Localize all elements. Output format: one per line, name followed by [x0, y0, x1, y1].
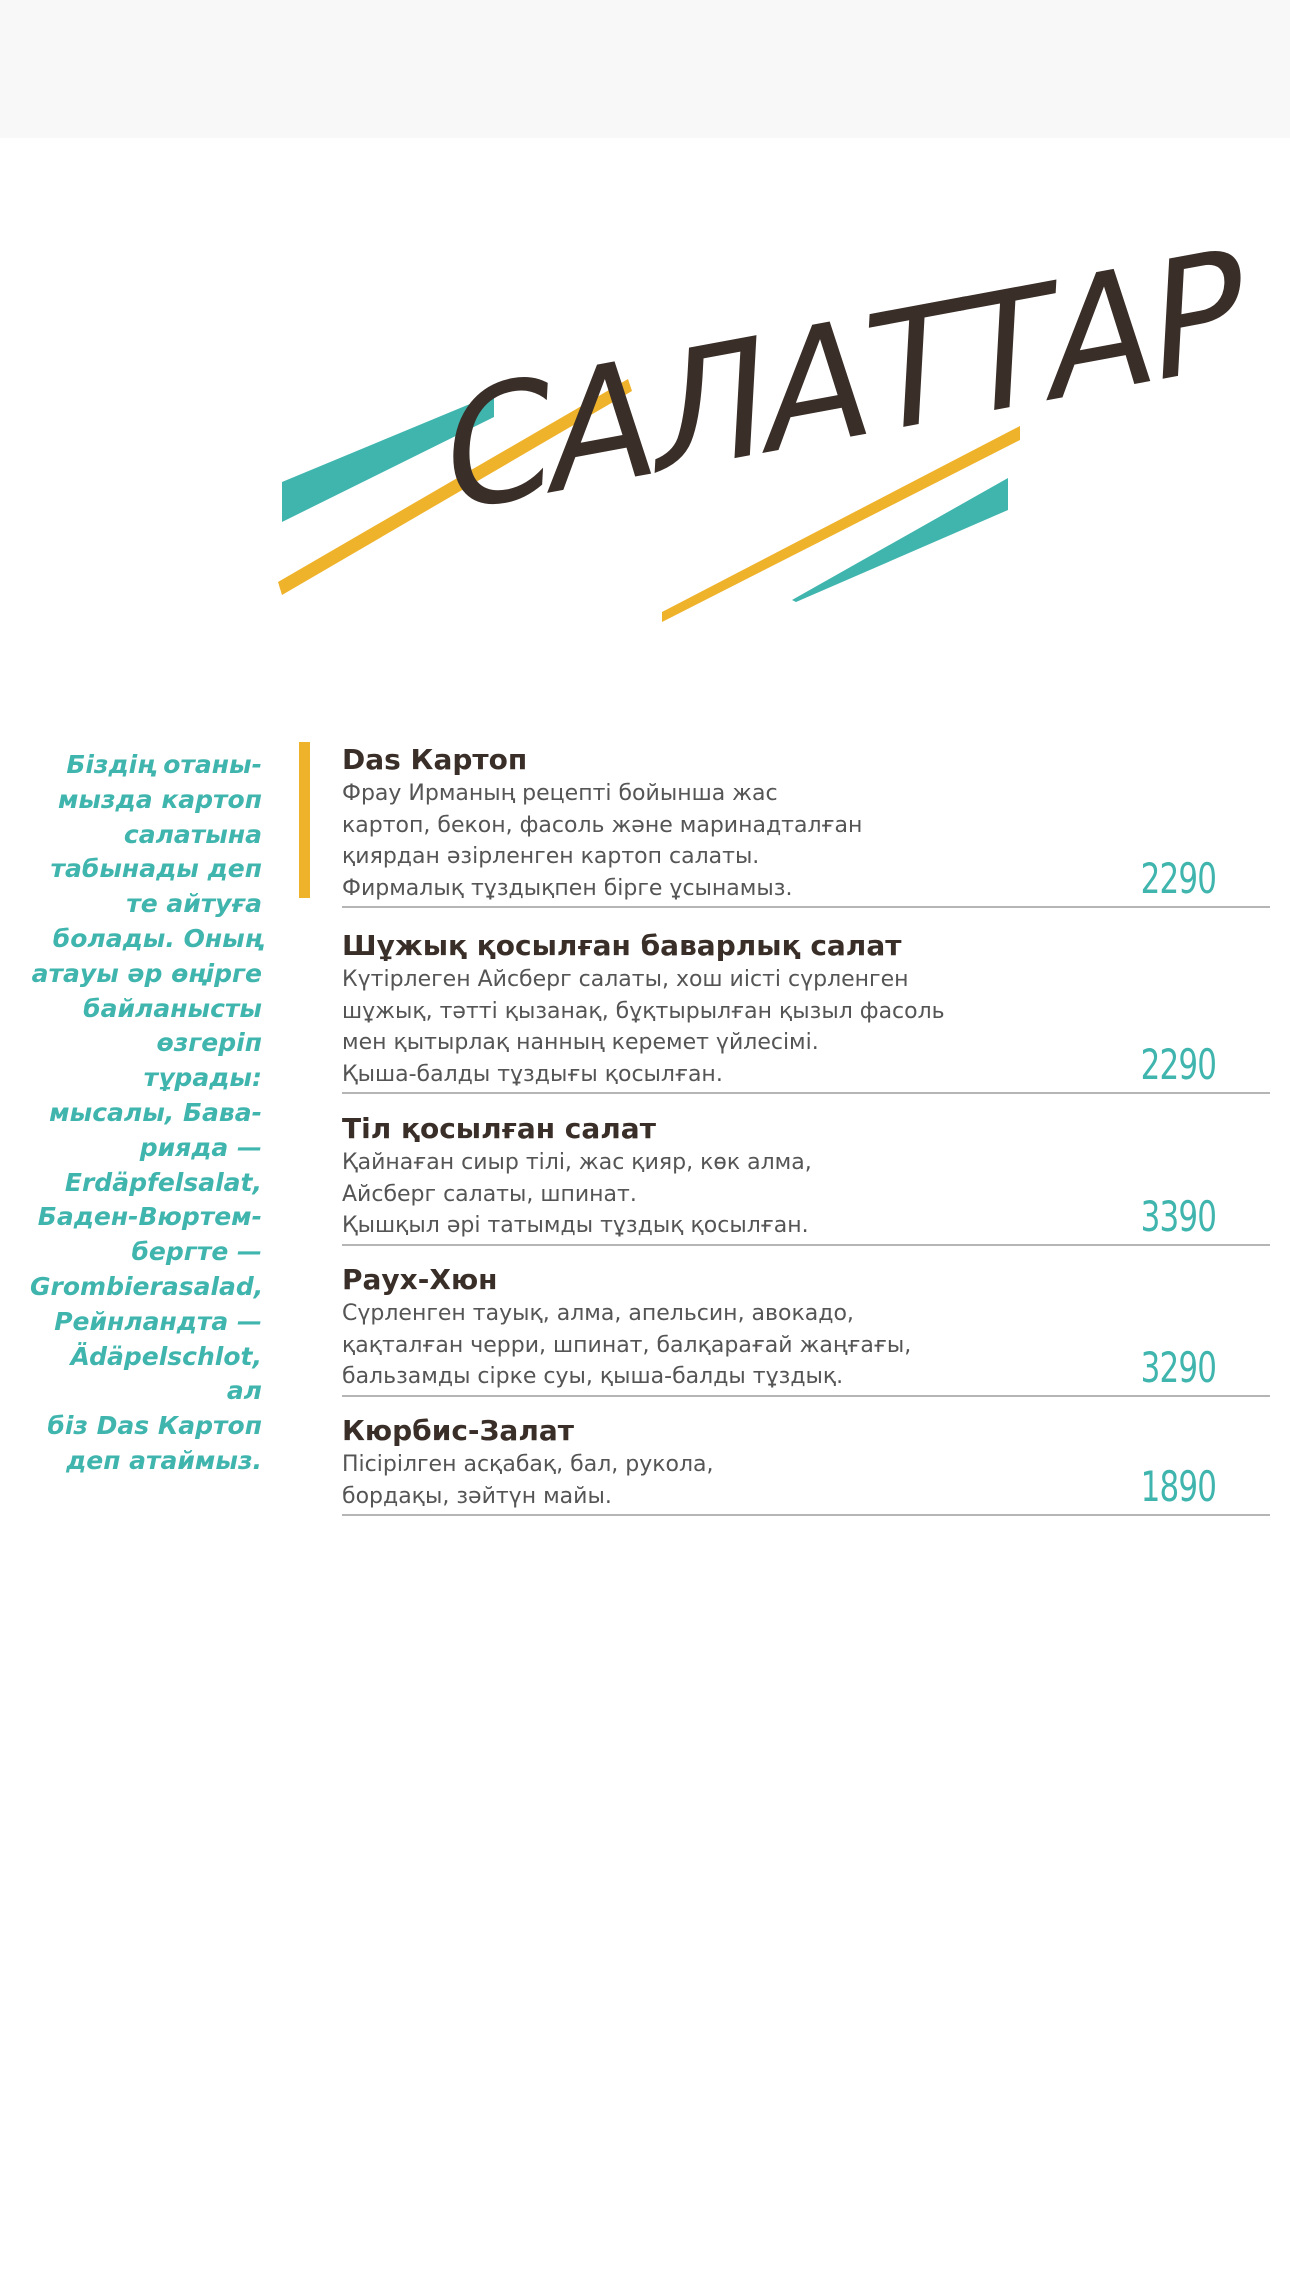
item-name: Кюрбис-Залат	[342, 1414, 574, 1447]
item-name: Шұжық қосылған баварлық салат	[342, 929, 902, 962]
menu-item	[342, 1262, 1270, 1397]
intro-line: Ädäpelschlot, ал	[70, 1341, 262, 1406]
intro-line: біз Das Картоп	[47, 1411, 262, 1441]
intro-line: бергте —	[131, 1237, 262, 1267]
intro-line: салатына	[123, 819, 262, 849]
item-description: Қайнаған сиыр тілі, жас қияр, көк алма, Айсберг салаты, шпинат. Қышқыл әрі татымды тұздық қосылған.	[342, 1150, 812, 1238]
intro-line: байланысты	[83, 993, 262, 1023]
item-price: 2290	[1140, 854, 1216, 903]
intro-line: табынады деп	[50, 854, 262, 884]
intro-line: мызда картоп	[57, 784, 262, 814]
menu-item	[342, 742, 1270, 908]
item-description: Пісірілген асқабақ, бал, рукола, бордақы, зәйтүн майы.	[342, 1452, 714, 1509]
item-name: Das Картоп	[342, 743, 528, 776]
intro-line: атауы әр өңірге	[31, 958, 262, 988]
page-title: САЛАТТАР	[439, 211, 1246, 552]
top-band	[0, 0, 1290, 138]
intro-line: Рейнландта —	[54, 1306, 262, 1336]
menu-item	[342, 1413, 1270, 1516]
item-price: 2290	[1140, 1040, 1216, 1089]
intro-line: болады. Оның	[52, 923, 262, 953]
intro-line: Erdäpfelsalat,	[64, 1167, 262, 1197]
item-price: 3290	[1140, 1342, 1216, 1392]
intro-line: те айтуға	[126, 889, 262, 919]
item-name: Раух-Хюн	[342, 1263, 498, 1296]
item-price: 3390	[1140, 1191, 1216, 1241]
intro-line: Біздің отаны-	[66, 750, 262, 779]
intro-line: Grombierasalad,	[30, 1271, 264, 1301]
intro-line: өзгеріп тұрады:	[143, 1028, 262, 1093]
intro-line: мысалы, Бава-	[49, 1097, 262, 1127]
menu-item	[342, 1111, 1270, 1246]
intro-text	[30, 748, 262, 1479]
item-description: Фрау Ирманың рецепті бойынша жас картоп, бекон, фасоль және маринадталған қиярдан әзірленген картоп салаты. Фирмалық тұздықпен бірге ұсынамыз.	[342, 781, 863, 901]
accent-bar	[299, 742, 310, 898]
menu-item	[342, 928, 1270, 1094]
item-price: 1890	[1140, 1462, 1216, 1511]
intro-line: Баден-Вюртем-	[37, 1202, 262, 1232]
item-description: Күтірлеген Айсберг салаты, хош иісті сүрленген шұжық, тәтті қызанақ, бұқтырылған қызыл фасоль мен қытырлақ нанның керемет үйлесімі. Қыша-балды тұздығы қосылған.	[342, 967, 945, 1087]
intro-line: рияда —	[139, 1132, 262, 1162]
item-name: Тіл қосылған салат	[342, 1112, 656, 1145]
item-description: Сүрленген тауық, алма, апельсин, авокадо, қақталған черри, шпинат, балқарағай жаңғағы, бальзамды сірке суы, қыша-балды тұздық.	[342, 1301, 912, 1389]
intro-line: деп атаймыз.	[66, 1445, 262, 1475]
